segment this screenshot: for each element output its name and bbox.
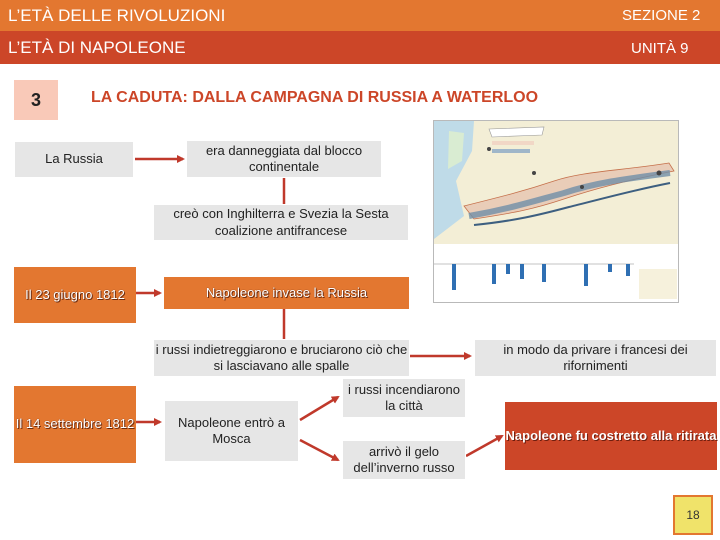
box-russia-damaged: era danneggiata dal blocco continentale	[186, 140, 382, 178]
map-illustration	[434, 121, 679, 303]
lesson-title: LA CADUTA: DALLA CAMPAGNA DI RUSSIA A WATERLOO	[91, 89, 539, 106]
page-number: 18	[673, 495, 713, 535]
arrow-moscow-winter	[300, 440, 338, 460]
lesson-number: 3	[14, 80, 58, 120]
box-winter: arrivò il gelo dell’inverno russo	[342, 440, 466, 480]
box-russia: La Russia	[14, 141, 134, 178]
arrow-winter-retreat	[466, 436, 502, 456]
box-date-june: Il 23 giugno 1812	[14, 267, 136, 323]
box-retreat-burn: i russi indietreggiarono e bruciarono ciò che si lasciavano alle spalle	[153, 339, 410, 377]
box-city-burned: i russi incendiarono la città	[342, 378, 466, 418]
section-label: SEZIONE 2	[622, 7, 701, 24]
arrow-moscow-city-burned	[300, 397, 338, 420]
box-moscow: Napoleone entrò a Mosca	[164, 400, 299, 462]
russia-campaign-map-image	[433, 120, 679, 303]
chapter-title: L’ETÀ DI NAPOLEONE	[8, 38, 186, 57]
box-invasion: Napoleone invase la Russia	[164, 277, 409, 309]
box-forced-retreat: Napoleone fu costretto alla ritirata	[505, 402, 717, 470]
box-date-september: Il 14 settembre 1812	[14, 386, 136, 463]
subject-title: L’ETÀ DELLE RIVOLUZIONI	[8, 6, 226, 25]
box-coalition: creò con Inghilterra e Svezia la Sesta coalizione antifrancese	[153, 204, 409, 241]
unit-label: UNITÀ 9	[631, 40, 689, 57]
box-purpose: in modo da privare i francesi dei rifornimenti	[474, 339, 717, 377]
